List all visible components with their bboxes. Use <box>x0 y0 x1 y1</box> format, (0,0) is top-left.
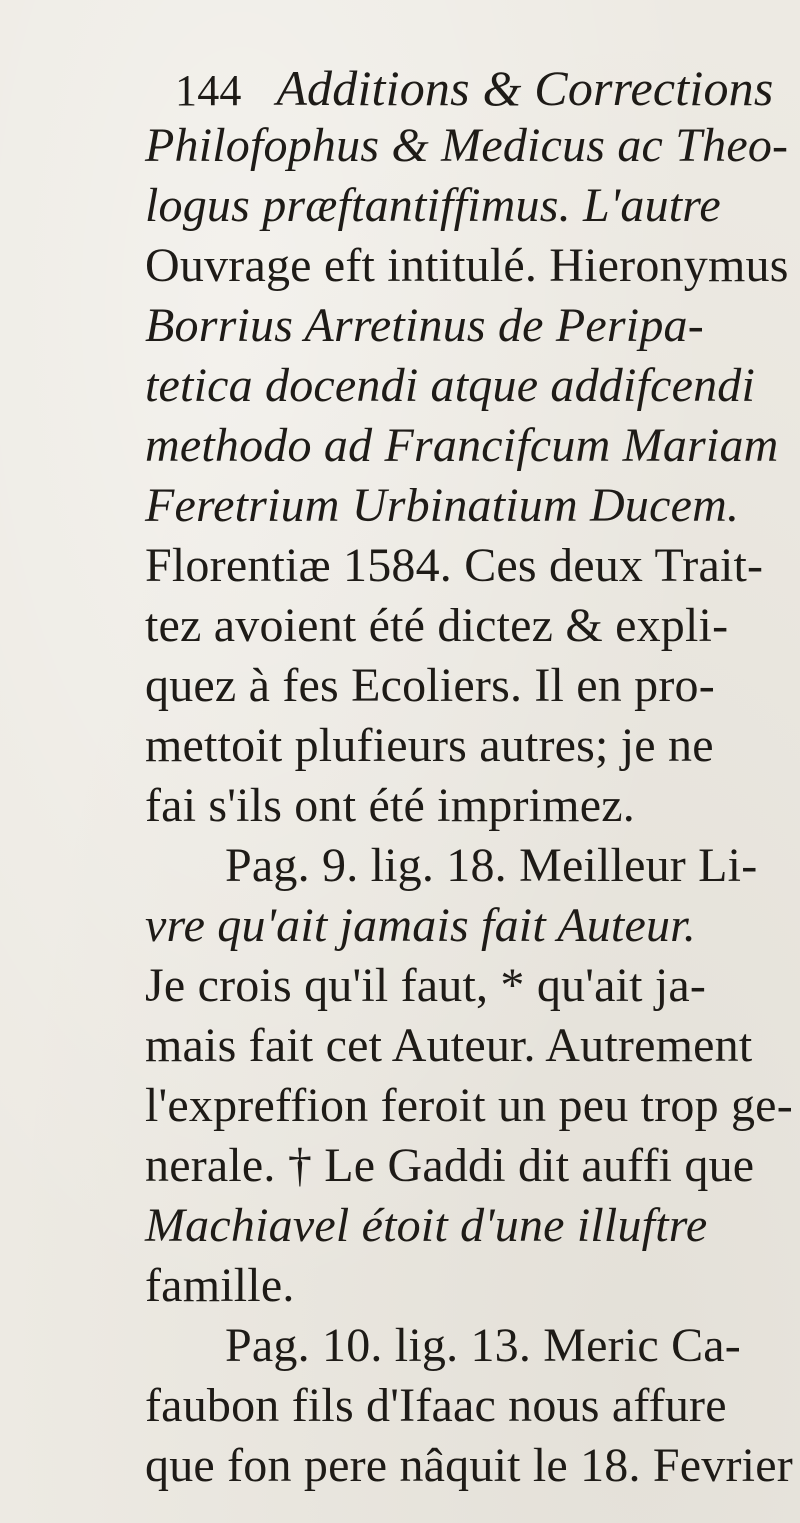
body-line: Philofophus & Medicus ac Theo- <box>145 119 789 172</box>
body-line: Florentiæ 1584. Ces deux Trait- <box>145 539 764 592</box>
body-line: l'expreffion feroit un peu trop ge- <box>145 1079 793 1132</box>
body-line: quez à fes Ecoliers. Il en pro- <box>145 659 715 712</box>
page-header <box>175 60 774 119</box>
running-title: Additions & Corrections <box>276 60 774 116</box>
body-line: faubon fils d'Ifaac nous affure <box>145 1379 727 1432</box>
body-line: logus præftantiffimus. L'autre <box>145 179 721 232</box>
body-line: mettoit plufieurs autres; je ne <box>145 719 714 772</box>
body-line: Je crois qu'il faut, * qu'ait ja- <box>145 959 707 1012</box>
body-line: tez avoient été dictez & expli- <box>145 599 729 652</box>
page-number: 144 <box>175 66 242 115</box>
body-line: Borrius Arretinus de Peripa- <box>145 299 704 352</box>
body-line: Pag. 9. lig. 18. Meilleur Li- <box>225 839 758 892</box>
body-line: famille. <box>145 1259 295 1312</box>
body-line: nerale. † Le Gaddi dit auffi que <box>145 1139 755 1192</box>
body-line: Pag. 10. lig. 13. Meric Ca- <box>225 1319 741 1372</box>
body-line: Ouvrage eft intitulé. Hieronymus <box>145 239 789 292</box>
body-line: methodo ad Francifcum Mariam <box>145 419 779 472</box>
body-line: fai s'ils ont été imprimez. <box>145 779 635 832</box>
body-line: tetica docendi atque addifcendi <box>145 359 756 412</box>
body-line: Feretrium Urbinatium Ducem. <box>145 479 740 532</box>
body-line: Machiavel étoit d'une illuftre <box>145 1199 708 1252</box>
body-line: vre qu'ait jamais fait Auteur. <box>145 899 696 952</box>
body-line: que fon pere nâquit le 18. Fevrier <box>145 1439 793 1492</box>
body-line: mais fait cet Auteur. Autrement <box>145 1019 753 1072</box>
